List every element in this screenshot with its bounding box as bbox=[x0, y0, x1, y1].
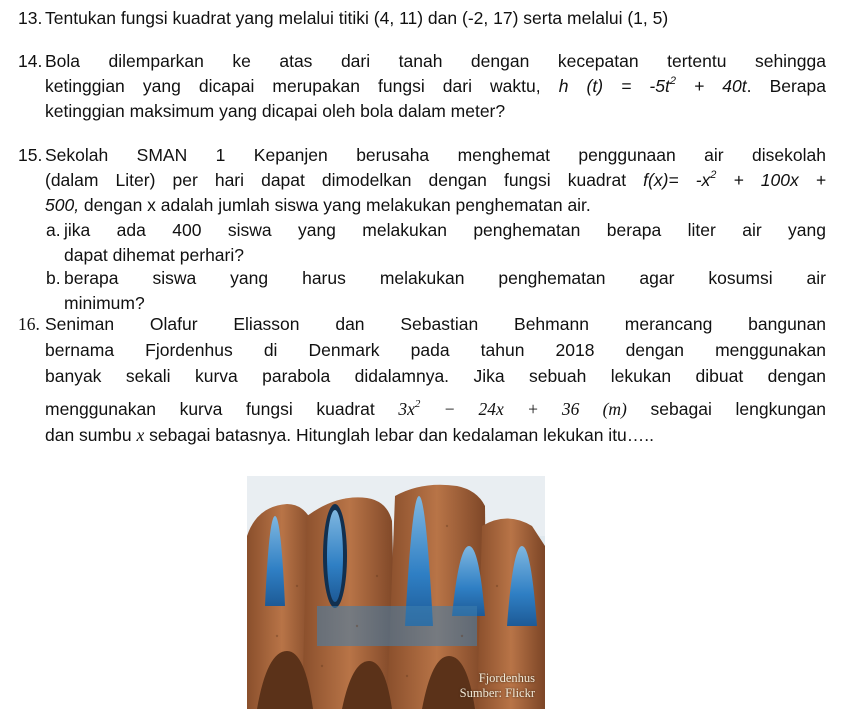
question-13 bbox=[18, 6, 826, 31]
question-16 bbox=[18, 312, 826, 448]
subquestion-label: a. bbox=[46, 220, 61, 240]
subquestion-text-line-2: minimum? bbox=[64, 293, 145, 313]
question-text-line-1: Sekolah SMAN 1 Kepanjen berusaha menghemat penggunaan air disekolah bbox=[45, 145, 826, 165]
subquestion-label: b. bbox=[46, 268, 61, 288]
question-text-line-1: Bola dilemparkan ke atas dari tanah dengan kecepatan tertentu sehingga bbox=[45, 51, 826, 71]
subquestion-text-line-1: jika ada 400 siswa yang melakukan penghematan berapa liter air yang bbox=[64, 220, 826, 240]
question-text-line-3: 500, dengan x adalah jumlah siswa yang melakukan penghematan air. bbox=[45, 195, 591, 215]
question-text-line-2: bernama Fjordenhus di Denmark pada tahun 2018 dengan menggunakan bbox=[45, 340, 826, 360]
caption-source: Sumber: Flickr bbox=[459, 686, 535, 700]
question-text-line-1: Seniman Olafur Eliasson dan Sebastian Behmann merancang bangunan bbox=[45, 314, 826, 334]
subquestion-text-line-1: berapa siswa yang harus melakukan penghematan agar kosumsi air bbox=[64, 268, 826, 288]
subquestion-b bbox=[18, 266, 826, 316]
photo-caption bbox=[460, 671, 535, 701]
question-text-line-2: ketinggian yang dicapai merupakan fungsi dari waktu, h $(t) = -5t^2 + 40t$. Berapa bbox=[45, 75, 827, 96]
subquestion-text-line-2: dapat dihemat perhari? bbox=[64, 245, 244, 265]
question-text-line-3: ketinggian maksimum yang dicapai oleh bola dalam meter? bbox=[45, 101, 506, 121]
question-14 bbox=[18, 49, 826, 124]
quadratic-function: $3x^2 - 24x + 36$ (m) bbox=[398, 398, 627, 419]
question-number: 16. bbox=[18, 314, 40, 334]
question-text-line-3: banyak sekali kurva parabola didalamnya. Jika sebuah lekukan dibuat dengan bbox=[45, 366, 826, 386]
fjordenhus-photo bbox=[247, 476, 545, 709]
height-function: h $(t) = -5t^2 + 40t$ bbox=[558, 75, 747, 96]
question-number: 14. bbox=[18, 51, 43, 71]
question-number: 13. bbox=[18, 8, 43, 28]
question-15 bbox=[18, 143, 826, 313]
water-function: $f(x)= -x^2 + 100x$ + bbox=[643, 169, 826, 190]
question-text-line-5: dan sumbu x sebagai batasnya. Hitunglah lebar dan kedalaman lekukan itu….. bbox=[45, 425, 655, 445]
lower-glass bbox=[317, 606, 477, 646]
subquestion-a bbox=[18, 218, 826, 268]
question-text-line-4: menggunakan kurva fungsi kuadrat $3x^2 - 24x + 36$ (m) sebagai lengkungan bbox=[45, 398, 826, 419]
question-text-line-2: (dalam Liter) per hari dapat dimodelkan dengan fungsi kuadrat $f(x)= -x^2 + 100x$ + bbox=[45, 169, 826, 190]
question-number: 15. bbox=[18, 145, 43, 165]
caption-title: Fjordenhus bbox=[478, 671, 535, 685]
question-text: Tentukan fungsi kuadrat yang melalui titiki (4, 11) dan (-2, 17) serta melalui (1, 5) bbox=[45, 8, 669, 28]
